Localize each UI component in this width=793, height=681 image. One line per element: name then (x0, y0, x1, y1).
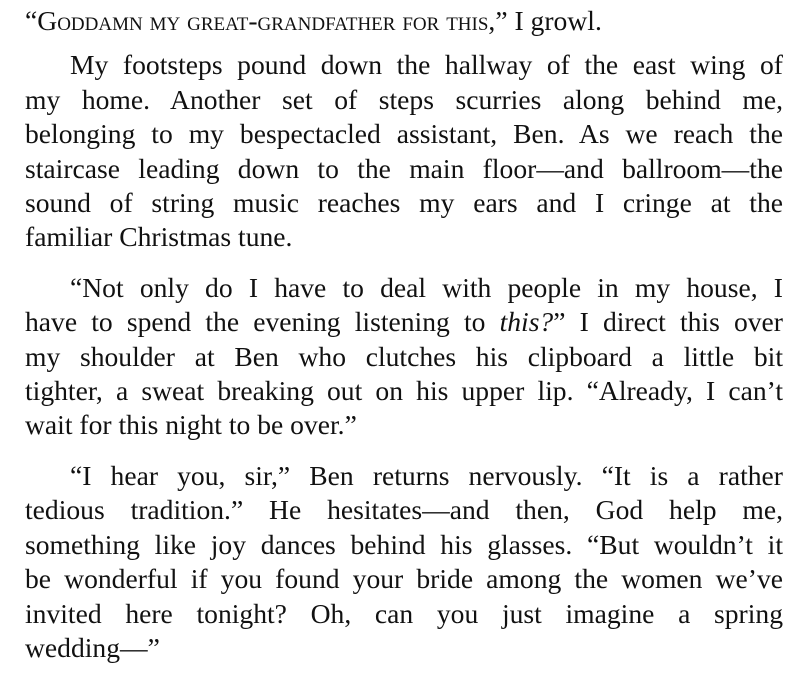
text-line: My footsteps pound down the hallway of the east wing of (70, 49, 783, 81)
text-line: tedious tradition.” He hesitates—and then, God help me, (25, 494, 783, 526)
smallcaps-text: oddamn my great-grandfather for this, (57, 5, 496, 36)
paragraph-not-only (25, 271, 783, 443)
paragraph-opening (25, 4, 783, 38)
text-line: sound of string music reaches my ears and I cringe at the (25, 187, 783, 219)
paragraph-i-hear-you (25, 459, 783, 665)
text-line: belonging to my bespectacled assistant, Ben. As we reach the (25, 118, 783, 150)
text-line: familiar Christmas tune. (25, 221, 293, 253)
text-line: tighter, a sweat breaking out on his upper lip. “Already, I can’t (25, 375, 783, 407)
text-line: staircase leading down to the main floor—and ballroom—the (25, 152, 783, 184)
dialogue-tag: ” I growl. (495, 5, 602, 36)
text-line (25, 305, 783, 339)
text-segment: ” I direct this over (553, 306, 783, 338)
text-line: wedding—” (25, 631, 160, 663)
text-line: be wonderful if you found your bride among the women we’ve (25, 563, 783, 595)
text-line: “Not only do I have to deal with people in my house, I (70, 271, 783, 303)
italic-emphasis: this? (499, 306, 554, 338)
text-line (25, 4, 783, 38)
opening-quote-initial: “G (25, 5, 58, 36)
text-line: “I hear you, sir,” Ben returns nervously. “It is a rather (70, 459, 783, 491)
text-segment: have to spend the evening listening to (25, 306, 500, 338)
text-line: invited here tonight? Oh, can you just imagine a spring (25, 597, 783, 629)
paragraph-footsteps (25, 48, 783, 254)
text-line: wait for this night to be over.” (25, 409, 357, 441)
text-line: my shoulder at Ben who clutches his clipboard a little bit (25, 340, 783, 372)
text-line: something like joy dances behind his glasses. “But wouldn’t it (25, 528, 783, 560)
text-line: my home. Another set of steps scurries along behind me, (25, 83, 783, 115)
